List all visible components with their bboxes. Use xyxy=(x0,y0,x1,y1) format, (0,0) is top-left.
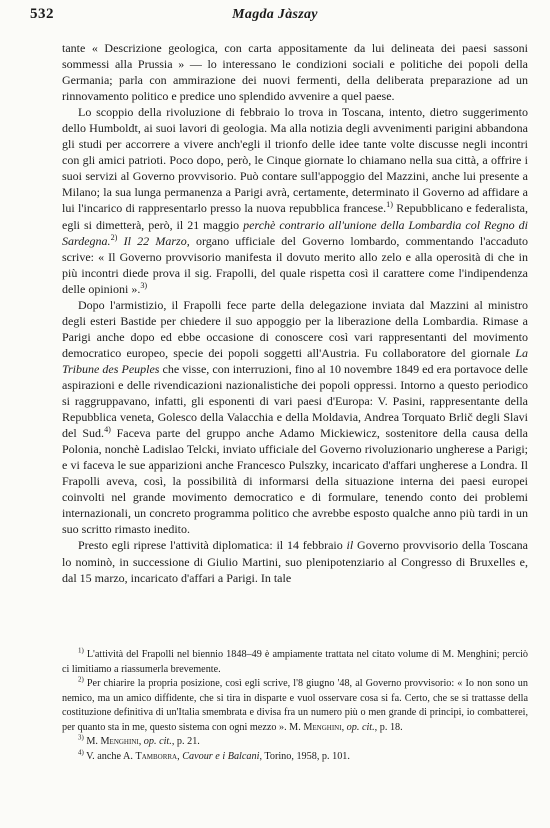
text-run: Lo scoppio della rivoluzione di febbraio lo trova in Toscana, intento, dietro suggerimento dello Humboldt, ai suoi lavori di geologia. Ma alla notizia degli avvenimenti parigini abbandona gli studi per accorrere a vivere anch'egli il trionfo delle idee tante volte discusse negli incontri con gli amici patrioti. Poco dopo, però, le Cinque giornate lo chiamano nella sua città, a offrire i suoi servizi al Governo provvisorio. Può contare sull'appoggio del Mazzini, anche lui presente a Milano; la sua lunga permanenza a Parigi avrà, certamente, determinato il Governo ad affidare a lui l'incarico di rappresentarlo presso la nuova repubblica francese. xyxy=(62,105,528,216)
footnote-marker: 2) xyxy=(110,232,118,242)
italic-text: Il 22 Marzo, xyxy=(123,233,190,248)
text-run: Presto egli riprese l'attività diplomatica: il 14 febbraio xyxy=(78,538,347,553)
text-run: L'attività del Frapolli nel biennio 1848–49 è ampiamente trattata nel citato volume di M. Menghini; perciò ci limitiamo a riassumerla brevemente. xyxy=(62,649,528,675)
italic-text: La Tribune des Peuples xyxy=(62,345,528,376)
footnote-marker: 4) xyxy=(78,749,84,757)
italic-text: perchè contrario all'unione della Lombardia col Regno di Sardegna. xyxy=(62,217,528,248)
text-run: , Torino, 1958, p. 101. xyxy=(259,750,350,762)
footnote-marker: 1) xyxy=(78,647,84,655)
paragraph xyxy=(62,297,528,538)
italic-text: il xyxy=(346,538,354,553)
footnote-marker: 2) xyxy=(78,676,84,684)
footnote-marker: 3) xyxy=(78,734,84,742)
text-run: , xyxy=(177,750,183,762)
text-run: Dopo l'armistizio, il Frapolli fece parte della delegazione inviata dal Mazzini al ministro degli esteri Bastide per chiedere il suo appoggio per la liberazione della Lombardia. Rimase a Parigi anche dopo ed ebbe occasione di conoscere così vari rappresentanti del movimento democratico europeo, specie dei popoli soggetti all'Austria. Fu collaboratore del giornale xyxy=(62,297,528,360)
paragraph xyxy=(62,537,528,585)
text-run: che visse, con interruzioni, fino al 10 novembre 1849 ed era portavoce delle aspirazioni e delle rivendicazioni nazionalistiche dei popoli oppressi. Intorno a questo periodico si raggruppavano, infatti, gli esponenti di vari paesi d'Europa: V. Pasini, rappresentante della Repubblica veneta, Golesco della Valacchia e della Moldavia, Andrea Torquato Brlič degli Slavi del Sud. xyxy=(62,361,528,441)
page-header xyxy=(30,6,520,26)
running-title: Magda Jàszay xyxy=(232,7,318,22)
text-run: , xyxy=(341,721,347,733)
footnote-marker: 1) xyxy=(386,200,393,210)
text-run: , p. 18. xyxy=(374,721,403,733)
page-number: 532 xyxy=(30,6,54,22)
author-name: Menghini xyxy=(303,721,342,733)
text-run: , xyxy=(138,736,144,747)
text-run: , p. 21. xyxy=(171,736,200,747)
footnote-marker: 4) xyxy=(104,425,111,435)
italic-text: op. cit. xyxy=(346,721,375,733)
text-run: V. anche A. xyxy=(83,750,136,762)
paragraph xyxy=(62,104,528,297)
footnote xyxy=(62,750,528,765)
footnote-marker: 3) xyxy=(140,280,148,290)
footnote xyxy=(62,648,528,677)
footnote xyxy=(62,735,528,750)
text-run: Per chiarire la propria posizione, così egli scrive, l'8 giugno '48, al Governo provvisorio: « Io non sono un nemico, ma un amico diffidente, che si tira in disparte e vuol osservare cosa si fa. Certo, che se si trattasse della costituzione definitiva di un'Italia smembrata e divisa fra un numero più o men grande di principi, io combatterei, per quanto sta in me, questo sistema con ogni mezzo ». M. xyxy=(62,678,528,733)
body-text xyxy=(62,40,528,586)
text-run: Governo provvisorio della Toscana lo nominò, in successione di Giulio Martini, suo plenipotenziario al Congresso di Bruxelles e, dal 15 marzo, incaricato d'affari a Parigi. In tale xyxy=(62,538,529,585)
text-run: Repubblicano e federalista, egli si dimetterà, però, il 21 maggio xyxy=(62,201,529,232)
italic-text: Cavour e i Balcani xyxy=(182,750,260,762)
footnotes xyxy=(62,648,528,764)
paragraph xyxy=(62,40,528,104)
text-run: organo ufficiale del Governo lombardo, commentando l'accaduto scrive: « Il Governo provvisorio manifesta il dovuto merito allo zelo e alla operosità di che in più incontri diede prova il sig. Frapolli, del quale rispetta così il carattere come l'indipendenza delle opinioni ». xyxy=(62,233,528,296)
italic-text: op. cit. xyxy=(143,736,172,747)
footnote xyxy=(62,677,528,735)
text-run: tante « Descrizione geologica, con carta appositamente da lui delineata dei paesi sassoni sommessi alla Prussia » — lo interessano le condizioni sociali e politiche dei popoli della Germania; parla con ammirazione dei nuovi fermenti, della deliberata preparazione ad un rinnovamento politico e predice uno splendido avvenire a quel paese. xyxy=(62,41,528,104)
author-name: Menghini xyxy=(100,736,139,747)
text-run: M. xyxy=(83,736,101,747)
author-name: Tamborra xyxy=(135,750,178,762)
text-run: Faceva parte del gruppo anche Adamo Mickiewicz, sostenitore della causa della Polonia, nonchè Ladislao Telcki, inviato ufficiale del Governo rivoluzionario ungherese a Parigi; e vi faceva le sue apparizioni anche Francesco Pulszky, incaricato d'affari ungherese a Londra. Il Frapolli aveva, così, la possibilità di informarsi della situazione interna dei paesi europei coinvolti nel grande movimento democratico e di formulare, tenendo conto dei problemi internazionali, un concreto programma politico che avrebbe esposto qualche anno più tardi in un suo scritto rimasto inedito. xyxy=(62,426,528,537)
